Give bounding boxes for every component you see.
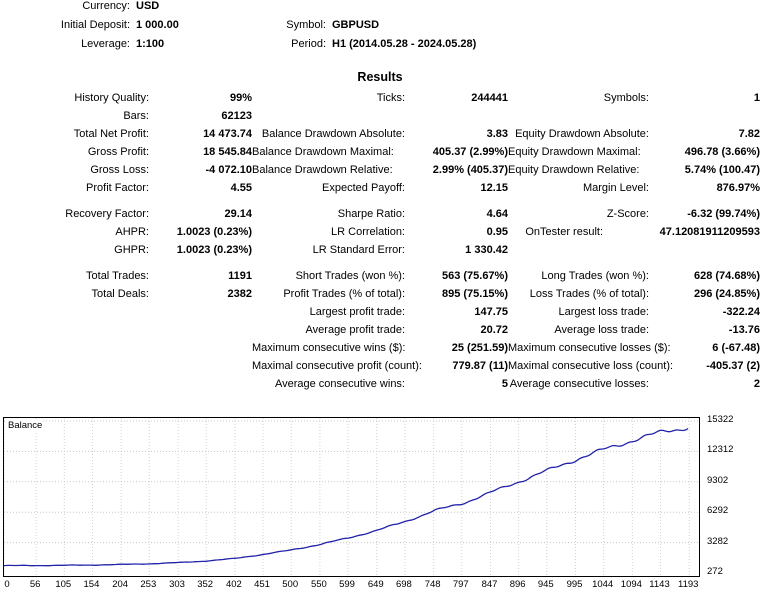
stat-label: Average profit trade: — [305, 324, 405, 336]
stat-label: Total Deals: — [91, 288, 149, 300]
chart-x-tick: 253 — [140, 579, 157, 590]
stat-cell — [0, 110, 252, 122]
stat-value: 296 (24.85%) — [693, 288, 760, 300]
chart-x-tick: 1193 — [678, 579, 699, 590]
currency-label: Currency: — [82, 0, 130, 12]
chart-x-tick: 995 — [566, 579, 583, 590]
chart-plot-area — [3, 417, 700, 577]
stat-label: LR Correlation: — [331, 226, 405, 238]
period-label: Period: — [291, 38, 326, 50]
stat-row — [0, 360, 760, 378]
header-row-currency — [0, 0, 760, 19]
stat-cell — [0, 146, 252, 158]
stat-value: 2.99% (405.37) — [432, 164, 508, 176]
initial-deposit-label: Initial Deposit: — [60, 19, 130, 31]
chart-x-tick: 402 — [225, 579, 242, 590]
stat-label: Long Trades (won %): — [541, 270, 649, 282]
stat-cell — [252, 208, 508, 220]
chart-y-tick: 12312 — [707, 444, 734, 456]
stat-value: 99% — [229, 92, 252, 104]
leverage-label: Leverage: — [81, 38, 130, 50]
chart-x-tick: 105 — [55, 579, 72, 590]
stat-value: 1 — [753, 92, 760, 104]
stat-label: Largest loss trade: — [558, 306, 649, 318]
stat-cell — [508, 92, 760, 104]
chart-x-tick: 698 — [395, 579, 412, 590]
stat-label: LR Standard Error: — [312, 244, 405, 256]
stat-value: 876.97% — [716, 182, 760, 194]
stat-cell — [252, 128, 508, 140]
stat-cell — [0, 128, 252, 140]
stat-label: Bars: — [123, 110, 149, 122]
balance-curve-svg — [4, 418, 699, 576]
chart-x-tick: 797 — [452, 579, 469, 590]
stat-cell — [0, 208, 252, 220]
chart-x-tick: 649 — [367, 579, 384, 590]
stat-cell — [508, 270, 760, 282]
stat-row — [0, 128, 760, 146]
stat-cell — [252, 244, 508, 256]
stat-value: 1.0023 (0.23%) — [176, 226, 252, 238]
stat-value: 5 — [501, 378, 508, 390]
stat-value: 3.83 — [486, 128, 508, 140]
stat-value: 1.0023 (0.23%) — [176, 244, 252, 256]
stat-label: Balance Drawdown Absolute: — [261, 128, 405, 140]
stat-row — [0, 164, 760, 182]
stat-cell — [508, 146, 760, 158]
stat-cell — [0, 182, 252, 194]
stat-cell — [508, 342, 760, 354]
stat-row — [0, 208, 760, 226]
stat-value: 779.87 (11) — [452, 360, 508, 372]
stat-value: 2382 — [227, 288, 252, 300]
stat-label: Ticks: — [376, 92, 405, 104]
chart-x-tick: 451 — [254, 579, 270, 590]
chart-y-tick: 272 — [707, 566, 723, 577]
stat-value: 628 (74.68%) — [693, 270, 760, 282]
chart-legend-balance: Balance — [8, 420, 43, 431]
stat-label: Z-Score: — [606, 208, 649, 220]
stat-row — [0, 324, 760, 342]
stat-label: GHPR: — [114, 244, 149, 256]
stat-value: 29.14 — [224, 208, 252, 220]
stat-row — [0, 270, 760, 288]
chart-x-tick: 204 — [112, 579, 129, 590]
stat-label: Total Net Profit: — [73, 128, 149, 140]
stat-value: 563 (75.67%) — [441, 270, 508, 282]
stat-label: Profit Factor: — [86, 182, 149, 194]
stat-row — [0, 244, 760, 270]
leverage-value: 1:100 — [136, 38, 165, 50]
stat-value: 895 (75.15%) — [441, 288, 508, 300]
stat-cell — [508, 164, 760, 176]
stat-label: Balance Drawdown Maximal: — [252, 146, 394, 158]
stat-value: -4 072.10 — [205, 164, 252, 176]
stat-cell — [508, 306, 760, 318]
stat-value: 1191 — [228, 270, 252, 282]
stat-cell — [252, 324, 508, 336]
stat-cell — [252, 288, 508, 300]
stat-cell — [508, 128, 760, 140]
stat-row — [0, 146, 760, 164]
stat-label: AHPR: — [115, 226, 149, 238]
stat-cell — [252, 270, 508, 282]
stat-label: Symbols: — [603, 92, 649, 104]
stat-row — [0, 226, 760, 244]
stat-value: 6 (-67.48) — [712, 342, 760, 354]
chart-x-tick: 56 — [29, 579, 41, 590]
stat-cell — [0, 244, 252, 256]
chart-x-tick: 303 — [169, 579, 185, 590]
stat-value: 147.75 — [474, 306, 508, 318]
stat-row — [0, 342, 760, 360]
chart-x-tick: 1143 — [649, 579, 670, 590]
stat-label: Maximum consecutive wins ($): — [252, 342, 406, 354]
stat-cell — [252, 164, 508, 176]
stat-value: 496.78 (3.66%) — [684, 146, 760, 158]
stat-cell — [508, 182, 760, 194]
stat-cell — [0, 270, 252, 282]
stat-label: Equity Drawdown Relative: — [508, 164, 640, 176]
chart-x-tick: 945 — [537, 579, 554, 590]
stat-row — [0, 92, 760, 110]
stat-label: Recovery Factor: — [65, 208, 149, 220]
chart-x-tick: 550 — [310, 579, 327, 590]
report-header — [0, 0, 760, 60]
stat-cell — [0, 226, 252, 238]
results-title: Results — [357, 70, 403, 84]
stat-label: Short Trades (won %): — [295, 270, 405, 282]
stat-value: -405.37 (2) — [706, 360, 760, 372]
chart-x-tick: 599 — [339, 579, 355, 590]
stat-label: Sharpe Ratio: — [337, 208, 405, 220]
stat-label: Average loss trade: — [554, 324, 649, 336]
header-row-initial-deposit — [0, 19, 760, 38]
statistics-grid — [0, 92, 760, 396]
stat-label: Equity Drawdown Maximal: — [508, 146, 641, 158]
stat-cell — [0, 164, 252, 176]
initial-deposit-value: 1 000.00 — [136, 19, 179, 31]
stat-value: 5.74% (100.47) — [684, 164, 760, 176]
stat-cell — [508, 208, 760, 220]
stat-label: Maximal consecutive profit (count): — [252, 360, 422, 372]
stat-value: 2 — [753, 378, 760, 390]
stat-cell — [508, 378, 760, 390]
stat-label: OnTester result: — [525, 226, 603, 238]
stat-cell — [252, 342, 508, 354]
stat-cell — [252, 360, 508, 372]
stat-row — [0, 110, 760, 128]
stat-value: -13.76 — [728, 324, 760, 336]
stat-value: 244441 — [471, 92, 508, 104]
stat-value: -6.32 (99.74%) — [687, 208, 760, 220]
stat-value: 405.37 (2.99%) — [432, 146, 508, 158]
stat-cell — [252, 306, 508, 318]
chart-x-tick: 500 — [282, 579, 299, 590]
chart-y-tick: 9302 — [707, 474, 729, 486]
stat-cell — [252, 378, 508, 390]
chart-x-tick: 896 — [509, 579, 526, 590]
stat-cell — [508, 288, 760, 300]
stat-value: 18 545.84 — [203, 146, 252, 158]
stat-label: Equity Drawdown Absolute: — [515, 128, 649, 140]
stat-cell — [252, 182, 508, 194]
chart-y-axis-labels — [703, 414, 757, 577]
stat-value: -322.24 — [722, 306, 760, 318]
chart-x-tick: 0 — [4, 579, 10, 590]
stat-row — [0, 306, 760, 324]
chart-x-tick: 352 — [197, 579, 214, 590]
chart-x-tick: 1094 — [620, 579, 642, 590]
stat-label: Total Trades: — [86, 270, 149, 282]
stat-cell — [252, 92, 508, 104]
stat-cell — [252, 226, 508, 238]
chart-x-tick: 748 — [424, 579, 441, 590]
header-row-leverage — [0, 38, 760, 57]
stat-label: Gross Profit: — [87, 146, 149, 158]
stat-value: 0.95 — [486, 226, 508, 238]
stat-label: Maximum consecutive losses ($): — [508, 342, 671, 354]
stat-value: 7.82 — [738, 128, 760, 140]
chart-y-tick: 3282 — [707, 535, 729, 547]
stat-label: Average consecutive wins: — [274, 378, 405, 390]
stat-value: 14 473.74 — [203, 128, 252, 140]
stat-label: Average consecutive losses: — [509, 378, 649, 390]
chart-x-tick: 1044 — [592, 579, 614, 590]
stat-cell — [252, 146, 508, 158]
chart-x-axis-labels — [3, 579, 703, 595]
stat-value: 4.64 — [486, 208, 508, 220]
stat-value: 4.55 — [230, 182, 252, 194]
stat-cell — [508, 226, 760, 238]
stat-row — [0, 182, 760, 208]
balance-chart — [3, 414, 757, 597]
stat-value: 25 (251.59) — [451, 342, 508, 354]
stat-label: Margin Level: — [582, 182, 649, 194]
stat-value: 12.15 — [480, 182, 508, 194]
stat-label: Loss Trades (% of total): — [529, 288, 649, 300]
chart-x-tick: 847 — [481, 579, 498, 590]
period-value: H1 (2014.05.28 - 2024.05.28) — [332, 38, 477, 50]
currency-value: USD — [136, 0, 160, 12]
chart-y-tick: 15322 — [707, 414, 734, 425]
stat-cell — [0, 92, 252, 104]
stat-label: Maximal consecutive loss (count): — [508, 360, 674, 372]
stat-row — [0, 288, 760, 306]
stat-cell — [0, 288, 252, 300]
stat-label: History Quality: — [74, 92, 149, 104]
stat-label: Gross Loss: — [90, 164, 149, 176]
stat-value: 1 330.42 — [465, 244, 508, 256]
stat-cell — [508, 324, 760, 336]
stat-value: 47.12081911209593 — [659, 226, 760, 238]
chart-y-tick: 6292 — [707, 505, 729, 517]
symbol-value: GBPUSD — [332, 19, 380, 31]
stat-label: Largest profit trade: — [309, 306, 405, 318]
stat-cell — [508, 360, 760, 372]
chart-x-tick: 154 — [83, 579, 100, 590]
stat-value: 62123 — [221, 110, 252, 122]
stat-value: 20.72 — [480, 324, 508, 336]
stat-label: Expected Payoff: — [322, 182, 405, 194]
stat-label: Balance Drawdown Relative: — [252, 164, 393, 176]
stat-row — [0, 378, 760, 396]
stat-label: Profit Trades (% of total): — [283, 288, 405, 300]
symbol-label: Symbol: — [286, 19, 326, 31]
